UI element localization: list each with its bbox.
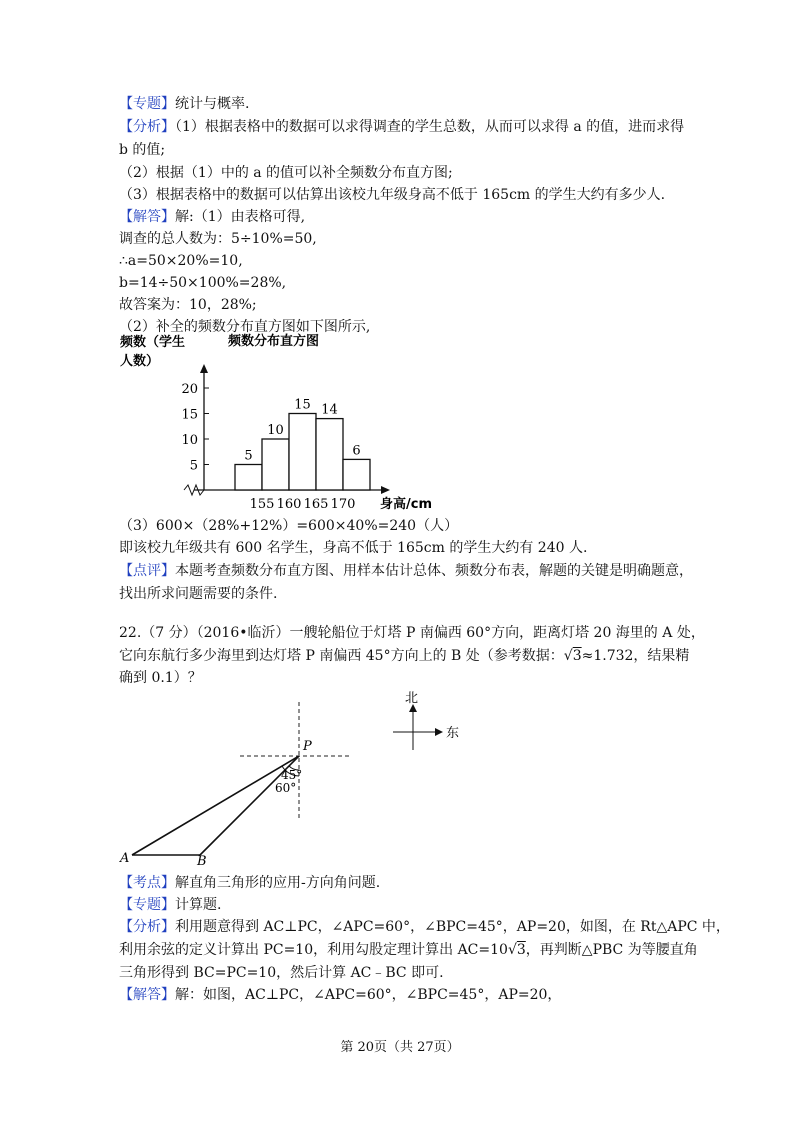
label-B: B — [197, 854, 207, 869]
zhuanti-text-2: 计算题. — [175, 897, 222, 913]
x-tick-label: 155 — [249, 497, 275, 512]
page-footer: 第 20页（共 27页） — [340, 1040, 460, 1055]
fenxi-line-3: （3）根据表格中的数据可以估算出该校九年级身高不低于 165cm 的学生大约有多少人. — [119, 187, 666, 203]
label-east: 东 — [446, 726, 460, 741]
q22-line-3: 确到 0.1）？ — [119, 670, 202, 686]
kaodian-text: 解直角三角形的应用-方向角问题. — [175, 875, 381, 891]
sqrt-symbol: √ — [563, 648, 573, 664]
fenxi2-text-1: 利用题意得到 AC⊥PC，∠APC=60°，∠BPC=45°，AP=20，如图，在 Rt△APC 中， — [175, 919, 730, 935]
solution-line-5: （2）补全的频数分布直方图如下图所示, — [119, 319, 371, 335]
jieda-text-1: 解:（1）由表格可得, — [175, 209, 306, 225]
solution-line-7: 即该校九年级共有 600 名学生，身高不低于 165cm 的学生大约有 240 人. — [119, 540, 588, 556]
q22-line-1: 22.（7 分）（2016•临沂）一艘轮船位于灯塔 P 南偏西 60°方向，距离灯塔 20 海里的 A 处， — [119, 625, 705, 641]
solution-line-4: 故答案为：10，28%; — [119, 297, 257, 313]
jieda2-text-1: 解：如图，AC⊥PC，∠APC=60°，∠BPC=45°，AP=20， — [175, 987, 562, 1003]
histogram-bar — [262, 439, 289, 490]
x-tick-label: 170 — [330, 497, 356, 512]
x-tick-label: 160 — [276, 497, 302, 512]
bar-value-label: 10 — [267, 423, 284, 438]
label-A: A — [120, 851, 130, 866]
y-tick-label: 10 — [181, 433, 198, 448]
tag-fenxi: 【分析】 — [119, 119, 175, 135]
q22-line2-c: ≈1.732，结果精 — [581, 648, 690, 664]
tag-fenxi-2: 【分析】 — [119, 919, 175, 935]
tag-zhuanti-2: 【专题】 — [119, 897, 175, 913]
jieda2-line-1 — [119, 985, 561, 1005]
q22-line-2 — [119, 646, 689, 666]
tag-dianping: 【点评】 — [119, 563, 175, 579]
fenxi2-line-3: 三角形得到 BC=PC=10，然后计算 AC﹣BC 即可. — [119, 965, 444, 981]
histogram-bar — [235, 465, 262, 491]
label-60-deg: 60° — [275, 781, 297, 795]
sqrt-symbol-2: √ — [507, 942, 517, 958]
jieda-line-1 — [119, 207, 305, 227]
x-tick-label: 165 — [303, 497, 329, 512]
label-north: 北 — [405, 691, 419, 706]
east-arrow-icon — [435, 728, 443, 736]
x-axis-arrow-icon — [381, 486, 390, 494]
chart-title: 频数分布直方图 — [228, 334, 320, 349]
solution-line-2: ∴a=50×20%=10, — [119, 253, 243, 269]
y-axis-arrow-icon — [200, 364, 208, 373]
y-axis-label: 频数（学生 — [120, 335, 186, 350]
y-tick-label: 20 — [181, 382, 198, 397]
zhuanti-text: 统计与概率. — [175, 96, 250, 112]
x-axis-label: 身高/cm — [380, 497, 433, 512]
bar-value-label: 14 — [321, 402, 338, 418]
fenxi-line-1b: b 的值; — [119, 142, 166, 158]
bar-value-label: 5 — [244, 448, 253, 464]
fenxi2-line-1 — [119, 917, 730, 937]
y-tick-label: 15 — [181, 407, 198, 423]
solution-line-1: 调查的总人数为：5÷10%=50, — [119, 231, 317, 247]
solution-line-3: b=14÷50×100%=28%, — [119, 275, 287, 291]
dianping-line-2: 找出所求问题需要的条件. — [119, 586, 278, 602]
fenxi-text-1: （1）根据表格中的数据可以求得调查的学生总数，从而可以求得 a 的值，进而求得 — [175, 119, 685, 135]
histogram-bar — [289, 414, 316, 491]
bar-value-label: 15 — [294, 397, 311, 413]
fenxi2-text-2c: ，再判断△PBC 为等腰直角 — [525, 942, 698, 958]
y-axis-label-line2: 人数） — [120, 354, 160, 369]
tag-jieda-2: 【解答】 — [119, 987, 175, 1003]
histogram-chart — [118, 330, 448, 520]
solution-line-6: （3）600×（28%+12%）=600×40%=240（人） — [119, 518, 459, 534]
fenxi-line-2: （2）根据（1）中的 a 的值可以补全频数分布直方图; — [119, 165, 453, 181]
histogram-bar — [343, 459, 370, 490]
sqrt-radicand-2: 3 — [516, 942, 526, 958]
bar-value-label: 6 — [352, 443, 361, 459]
fenxi-line-1 — [119, 117, 684, 137]
q22-line2-a: 它向东航行多少海里到达灯塔 P 南偏西 45°方向上的 B 处（参考数据： — [119, 648, 564, 664]
fenxi2-text-2a: 利用余弦的定义计算出 PC=10，利用勾股定理计算出 AC=10 — [119, 942, 508, 958]
fenxi2-line-2 — [119, 940, 698, 960]
histogram-bar — [316, 419, 343, 490]
dianping-line-1 — [119, 561, 693, 581]
tag-zhuanti: 【专题】 — [119, 96, 175, 112]
tag-jieda: 【解答】 — [119, 209, 175, 225]
zhuanti-line-2 — [119, 895, 221, 915]
kaodian-line — [119, 873, 380, 893]
dianping-text-1: 本题考查频数分布直方图、用样本估计总体、频数分布表，解题的关键是明确题意， — [175, 563, 693, 579]
direction-diagram — [115, 690, 465, 875]
label-45-deg: 45° — [281, 768, 303, 782]
zhuanti-line — [119, 94, 249, 114]
label-P: P — [303, 739, 312, 754]
y-tick-label: 5 — [189, 458, 198, 474]
tag-kaodian: 【考点】 — [119, 875, 175, 891]
sqrt-radicand: 3 — [572, 648, 582, 664]
